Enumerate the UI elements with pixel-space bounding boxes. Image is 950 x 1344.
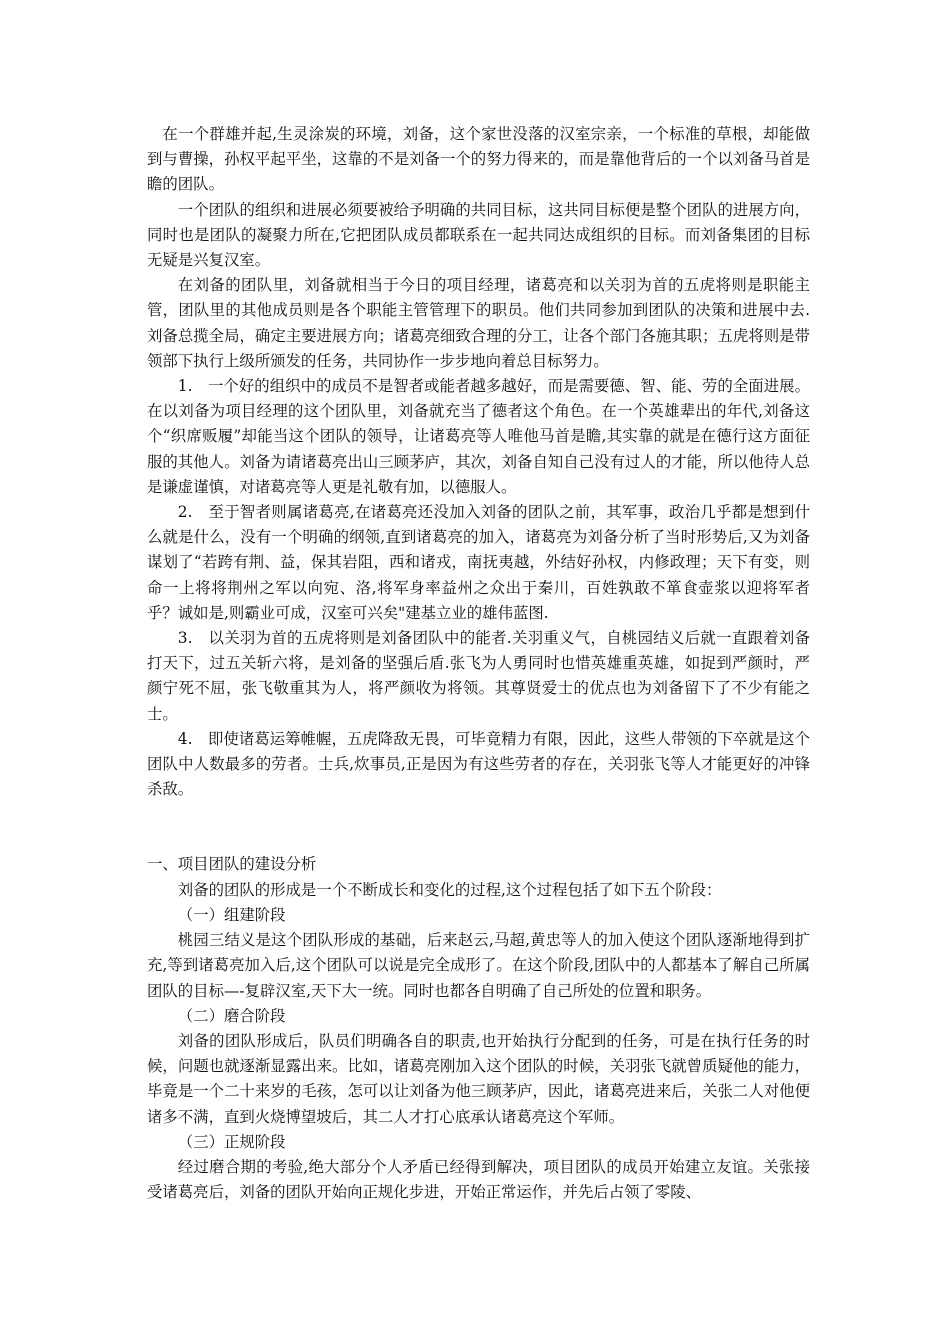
stage-1-text: 桃园三结义是这个团队形成的基础，后来赵云,马超,黄忠等人的加入使这个团队逐渐地得到扩充,等到诸葛亮加入后,这个团队可以说是完全成形了。在这个阶段,团队中的人都基本了解自己所属团队的目标—-复辟汉室,天下大一统。同时也都各自明确了自己所处的位置和职务。 [147, 931, 810, 1000]
section-gap [147, 802, 810, 852]
section-heading: 一、项目团队的建设分析 [147, 855, 317, 874]
paragraph-intro-2: 一个团队的组织和进展必须要被给予明确的共同目标，这共同目标便是整个团队的进展方向，同时也是团队的凝聚力所在,它把团队成员都联系在一起共同达成组织的目标。而刘备集团的目标无疑是兴复汉室。 [147, 200, 810, 270]
paragraph-intro-3: 在刘备的团队里，刘备就相当于今日的项目经理，诸葛亮和以关羽为首的五虎将则是职能主管，团队里的其他成员则是各个职能主管管理下的职员。他们共同参加到团队的决策和进展中去.刘备总揽全局，确定主要进展方向；诸葛亮细致合理的分工，让各个部门各施其职；五虎将则是带领部下执行上级所颁发的任务，共同协作一步步地向着总目标努力。 [147, 276, 810, 370]
stage-3-title: （三）正规阶段 [177, 1132, 286, 1151]
stage-2-title: （二）磨合阶段 [177, 1006, 286, 1025]
paragraph-point-2: 2. 至于智者则属诸葛亮,在诸葛亮还没加入刘备的团队之前，其军事，政治几乎都是想到什么就是什么，没有一个明确的纲领,直到诸葛亮的加入，诸葛亮为刘备分析了当时形势后,又为刘备谋划了“若跨有荆、益，保其岩阻，西和诸戎，南抚夷越，外结好孙权，内修政理；天下有变，则命一上将将荆州之军以向宛、洛,将军身率益州之众出于秦川，百姓孰敢不箪食壶浆以迎将军者乎？诚如是,则霸业可成，汉室可兴矣"建基立业的雄伟蓝图. [147, 503, 810, 622]
paragraph-point-1: 1. 一个好的组织中的成员不是智者或能者越多越好，而是需要德、智、能、劳的全面进展。在以刘备为项目经理的这个团队里，刘备就充当了德者这个角色。在一个英雄辈出的年代,刘备这个“织席贩履”却能当这个团队的领导，让诸葛亮等人唯他马首是瞻,其实靠的就是在德行这方面征服的其他人。刘备为请诸葛亮出山三顾茅庐，其次，刘备自知自己没有过人的才能，所以他待人总是谦虚谨慎，对诸葛亮等人更是礼敬有加，以德服人。 [147, 377, 810, 496]
paragraph-point-3: 3. 以关羽为首的五虎将则是刘备团队中的能者.关羽重义气，自桃园结义后就一直跟着刘备打天下，过五关斩六将，是刘备的坚强后盾.张飞为人勇同时也惜英雄重英雄，如捉到严颜时，严颜宁死不屈，张飞敬重其为人，将严颜收为将领。其尊贤爱士的优点也为刘备留下了不少有能之士。 [147, 629, 810, 723]
document-page [147, 122, 810, 1205]
stage-2-text: 刘备的团队形成后，队员们明确各自的职责,也开始执行分配到的任务，可是在执行任务的时候，问题也就逐渐显露出来。比如，诸葛亮刚加入这个团队的时候，关羽张飞就曾质疑他的能力，毕竟是一个二十来岁的毛孩，怎可以让刘备为他三顾茅庐，因此，诸葛亮进来后，关张二人对他便诸多不满，直到火烧博望坡后，其二人才打心底承认诸葛亮这个军师。 [147, 1031, 810, 1126]
stage-1-title: （一）组建阶段 [177, 905, 286, 924]
section-intro: 刘备的团队的形成是一个不断成长和变化的过程,这个过程包括了如下五个阶段： [177, 880, 722, 899]
paragraph-intro-1: 在一个群雄并起,生灵涂炭的环境，刘备，这个家世没落的汉室宗亲，一个标准的草根，却能做到与曹操，孙权平起平坐，这靠的不是刘备一个的努力得来的，而是靠他背后的一个以刘备马首是瞻的团队。 [147, 125, 810, 194]
paragraph-point-4: 4. 即使诸葛运筹帷幄，五虎降敌无畏，可毕竟精力有限，因此，这些人带领的下卒就是这个团队中人数最多的劳者。士兵,炊事员,正是因为有这些劳者的存在，关羽张飞等人才能更好的冲锋杀敌。 [147, 729, 810, 799]
stage-3-text: 经过磨合期的考验,绝大部分个人矛盾已经得到解决，项目团队的成员开始建立友谊。关张接受诸葛亮后，刘备的团队开始向正规化步进，开始正常运作，并先后占领了零陵、 [147, 1157, 810, 1202]
